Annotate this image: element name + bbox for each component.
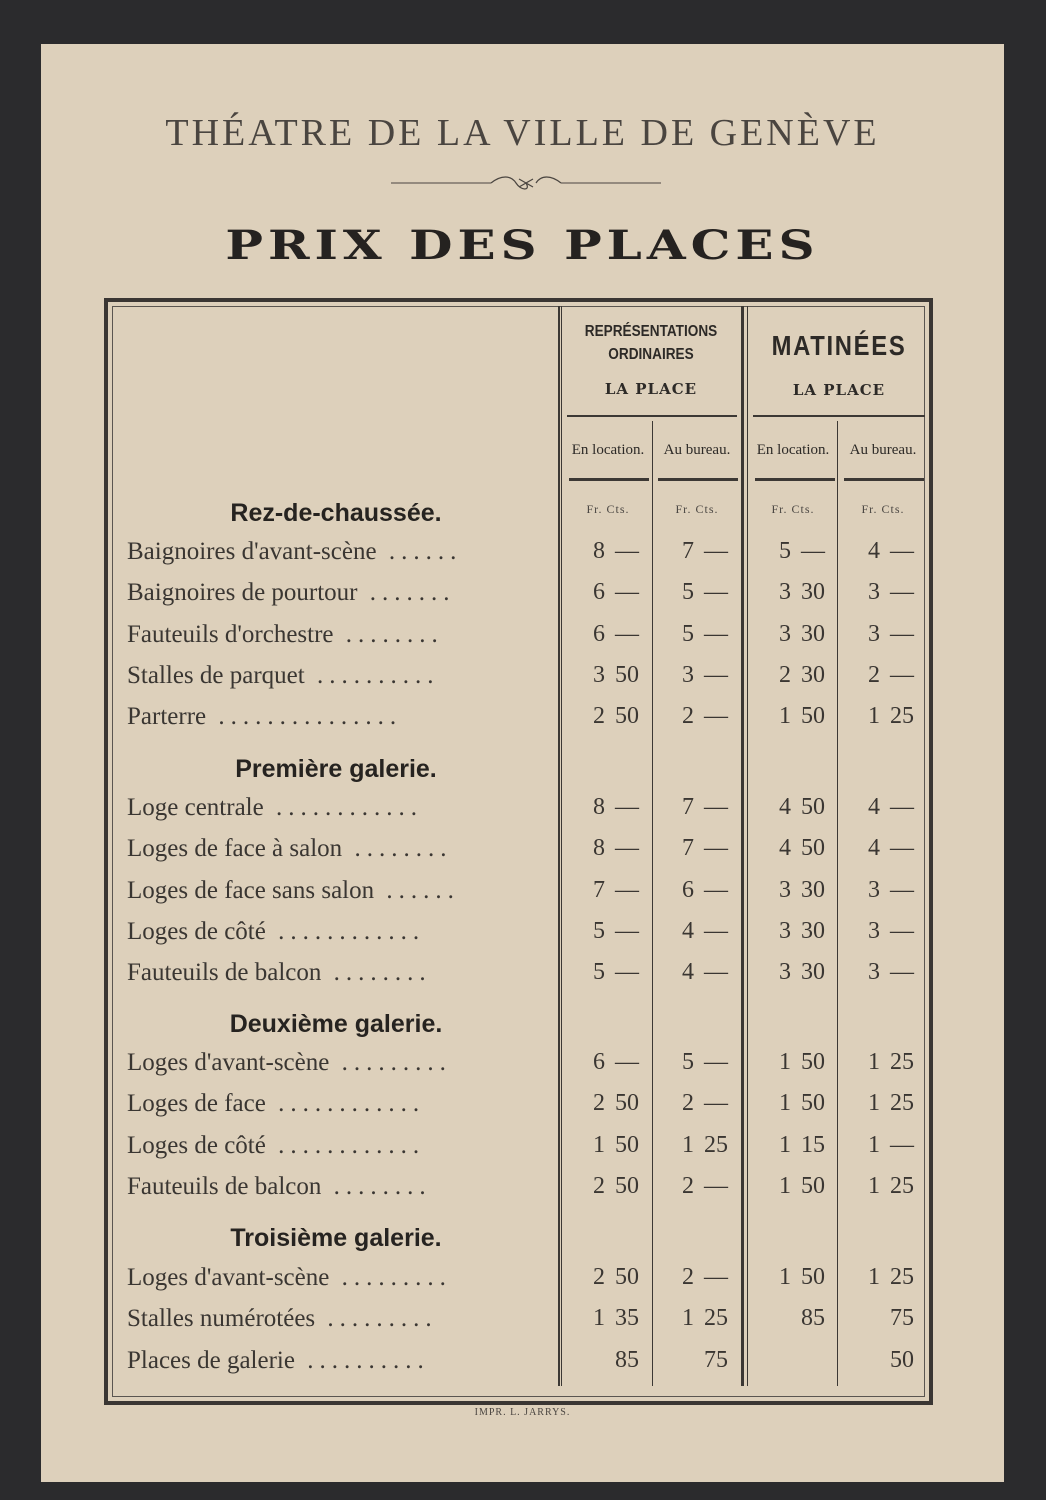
price-francs: 3 (868, 876, 880, 903)
price-francs: 3 (868, 959, 880, 986)
seat-label (127, 662, 547, 690)
price-francs: 2 (593, 1264, 605, 1290)
leader-dots: ...... (374, 876, 460, 904)
leader-dots: ........ (321, 1172, 432, 1200)
price-cell (850, 959, 920, 993)
price-cell (850, 579, 920, 613)
price-centimes: 30 (801, 917, 825, 944)
price-centimes: — (704, 579, 728, 606)
price-centimes: — (801, 538, 825, 564)
leader-dots: ............ (265, 1131, 426, 1159)
price-francs: 3 (779, 917, 791, 944)
price-cell (761, 1090, 831, 1124)
price-centimes: — (704, 959, 728, 986)
price-francs: 1 (779, 1049, 791, 1075)
price-centimes: — (615, 1049, 639, 1075)
price-cell (575, 1264, 645, 1298)
ornament-divider (391, 171, 661, 195)
price-centimes: 25 (890, 1172, 914, 1199)
leader-dots: ........ (342, 835, 453, 863)
seat-name: Fauteuils de balcon (127, 1172, 322, 1200)
price-cell (850, 794, 920, 828)
price-row (127, 959, 547, 993)
seat-label (127, 1305, 547, 1333)
price-centimes: 30 (801, 959, 825, 986)
price-francs: 3 (779, 620, 791, 647)
price-cell (850, 1090, 920, 1124)
price-centimes: 50 (890, 1346, 914, 1373)
header-au-bureau-1: Au bureau. (663, 442, 731, 458)
price-francs: 1 (868, 1172, 880, 1199)
section-heading: Deuxième galerie. (229, 1010, 443, 1038)
price-centimes: — (704, 703, 728, 730)
price-centimes: 25 (890, 1049, 914, 1075)
price-francs: 8 (593, 835, 605, 862)
price-centimes: 25 (890, 703, 914, 730)
seat-label (127, 1347, 547, 1375)
price-cell (664, 1305, 734, 1339)
page-heading: PRIX DES PLACES (225, 222, 820, 269)
price-cell (664, 1173, 734, 1207)
price-centimes: 75 (704, 1346, 728, 1373)
price-centimes: 15 (801, 1131, 825, 1158)
price-centimes: 50 (801, 1264, 825, 1290)
leader-dots: ......... (329, 1049, 452, 1076)
price-centimes: — (615, 876, 639, 903)
price-centimes: 25 (704, 1305, 728, 1332)
price-centimes: 50 (615, 1172, 639, 1199)
price-cell (575, 579, 645, 613)
price-cell (761, 1305, 831, 1339)
price-francs: 3 (779, 579, 791, 606)
theatre-title: THÉATRE DE LA VILLE DE GENÈVE (165, 112, 880, 154)
price-row (127, 835, 547, 869)
price-cell (575, 1173, 645, 1207)
price-francs: 1 (593, 1131, 605, 1158)
price-cell (575, 1132, 645, 1166)
price-cell (761, 1264, 831, 1298)
price-francs: 3 (868, 620, 880, 647)
price-francs: 5 (593, 917, 605, 944)
price-centimes: 75 (890, 1305, 914, 1332)
leader-dots: ............ (263, 794, 423, 821)
price-francs: 2 (682, 1172, 694, 1199)
price-cell (575, 703, 645, 737)
price-cell (664, 794, 734, 828)
price-cell (664, 877, 734, 911)
price-centimes: — (704, 538, 728, 564)
price-cell (850, 835, 920, 869)
price-centimes: 30 (801, 876, 825, 903)
price-centimes: — (890, 917, 914, 944)
leader-dots: ......... (315, 1305, 438, 1333)
price-francs: 3 (868, 579, 880, 606)
price-francs: 2 (593, 1090, 605, 1117)
price-cell (664, 918, 734, 952)
price-row (127, 794, 547, 828)
price-francs: 6 (593, 620, 605, 647)
price-cell (664, 959, 734, 993)
price-cell (850, 662, 920, 696)
seat-label (127, 918, 547, 946)
header-en-location-1: En location. (571, 442, 645, 458)
price-centimes: — (615, 835, 639, 862)
price-cell (761, 1173, 831, 1207)
leader-dots: ............ (265, 917, 426, 945)
price-row (127, 1305, 547, 1339)
seat-label (127, 1090, 547, 1118)
price-centimes: — (615, 959, 639, 986)
seat-label (127, 579, 547, 607)
price-centimes: 50 (801, 1049, 825, 1075)
price-francs: 4 (682, 917, 694, 944)
price-francs: 8 (593, 794, 605, 820)
price-francs: 7 (682, 538, 694, 564)
price-francs: 4 (682, 959, 694, 986)
price-cell (575, 1347, 645, 1381)
price-centimes: — (704, 1172, 728, 1199)
price-centimes: 50 (615, 1090, 639, 1117)
price-cell (850, 703, 920, 737)
price-francs: 7 (593, 876, 605, 903)
seat-label (127, 703, 547, 731)
price-francs: 2 (868, 661, 880, 688)
section-heading: Rez-de-chaussée. (230, 499, 442, 527)
price-row (127, 918, 547, 952)
price-centimes: — (704, 620, 728, 647)
price-francs: 2 (682, 1090, 694, 1117)
price-centimes: — (704, 1264, 728, 1290)
price-cell (575, 1090, 645, 1124)
price-cell (761, 703, 831, 737)
price-francs: 5 (682, 1049, 694, 1075)
leader-dots: .......... (294, 1346, 430, 1374)
seat-name: Loges de côté (127, 1131, 266, 1159)
price-cell (850, 1049, 920, 1083)
price-francs: 2 (682, 703, 694, 730)
units-3: Fr. Cts. (771, 502, 815, 516)
price-cell (761, 918, 831, 952)
price-francs: 7 (682, 835, 694, 862)
price-cell (761, 579, 831, 613)
price-cell (664, 579, 734, 613)
price-centimes: 50 (801, 835, 825, 862)
seat-name: Loges d'avant-scène (127, 1049, 330, 1076)
price-row (127, 621, 547, 655)
price-francs: 1 (593, 1305, 605, 1332)
price-centimes: — (615, 794, 639, 820)
price-row (127, 1132, 547, 1166)
price-cell (761, 621, 831, 655)
price-centimes: 30 (801, 579, 825, 606)
price-francs: 8 (593, 538, 605, 564)
seat-name: Stalles de parquet (127, 661, 305, 689)
price-cell (761, 1347, 831, 1381)
price-cell (850, 918, 920, 952)
price-centimes: 50 (801, 703, 825, 730)
price-centimes: 85 (615, 1346, 639, 1373)
units-4: Fr. Cts. (861, 502, 905, 516)
price-francs: 6 (593, 1049, 605, 1075)
seat-name: Places de galerie (127, 1346, 295, 1374)
seat-label (127, 1173, 547, 1201)
leader-dots: ....... (357, 579, 456, 607)
leader-dots: ...... (376, 538, 463, 565)
units-1: Fr. Cts. (586, 502, 630, 516)
price-francs: 4 (868, 538, 880, 564)
price-centimes: — (890, 661, 914, 688)
price-cell (664, 1264, 734, 1298)
price-cell (761, 1049, 831, 1083)
price-francs: 5 (593, 959, 605, 986)
price-centimes: — (704, 1090, 728, 1117)
price-francs: 1 (779, 1172, 791, 1199)
price-francs: 4 (779, 835, 791, 862)
price-centimes: — (890, 959, 914, 986)
price-francs: 1 (868, 1049, 880, 1075)
price-cell (850, 1264, 920, 1298)
price-francs: 3 (682, 661, 694, 688)
units-2: Fr. Cts. (675, 502, 719, 516)
seat-label (127, 1264, 547, 1292)
price-centimes: 50 (801, 1090, 825, 1117)
price-francs: 7 (682, 794, 694, 820)
price-cell (575, 1305, 645, 1339)
price-cell (664, 703, 734, 737)
price-cell (664, 1132, 734, 1166)
price-centimes: 30 (801, 620, 825, 647)
seat-label (127, 1132, 547, 1160)
price-cell (850, 538, 920, 572)
price-centimes: 50 (801, 794, 825, 820)
price-row (127, 579, 547, 613)
price-francs: 5 (779, 538, 791, 564)
price-francs: 1 (682, 1305, 694, 1332)
price-list-sheet (41, 44, 1004, 1482)
price-centimes: — (704, 917, 728, 944)
seat-label (127, 794, 547, 822)
price-francs: 3 (868, 917, 880, 944)
price-francs: 1 (779, 1090, 791, 1117)
leader-dots: ......... (329, 1264, 452, 1291)
price-cell (664, 835, 734, 869)
price-cell (761, 835, 831, 869)
price-centimes: 50 (615, 703, 639, 730)
price-cell (761, 877, 831, 911)
seat-name: Loge centrale (127, 794, 264, 821)
price-row (127, 538, 547, 572)
price-cell (575, 621, 645, 655)
price-row (127, 1347, 547, 1381)
price-cell (664, 662, 734, 696)
price-francs: 3 (593, 661, 605, 688)
price-cell (575, 959, 645, 993)
price-cell (761, 794, 831, 828)
price-francs: 1 (868, 703, 880, 730)
leader-dots: ........ (321, 959, 432, 987)
price-francs: 2 (682, 1264, 694, 1290)
price-cell (850, 1132, 920, 1166)
price-centimes: — (704, 1049, 728, 1075)
price-centimes: — (890, 579, 914, 606)
price-cell (664, 1090, 734, 1124)
price-centimes: — (615, 917, 639, 944)
price-francs: 1 (868, 1264, 880, 1290)
price-centimes: — (704, 835, 728, 862)
price-centimes: 25 (704, 1131, 728, 1158)
price-francs: 2 (593, 1172, 605, 1199)
price-cell (850, 621, 920, 655)
price-centimes: — (890, 794, 914, 820)
price-centimes: 50 (615, 1264, 639, 1290)
price-cell (575, 794, 645, 828)
price-cell (664, 621, 734, 655)
leader-dots: ............ (265, 1090, 426, 1118)
header-la-place-ordinaires: LA PLACE (604, 380, 698, 398)
price-centimes: — (890, 538, 914, 564)
price-francs: 1 (779, 1131, 791, 1158)
seat-label (127, 538, 547, 566)
price-centimes: — (615, 620, 639, 647)
price-cell (575, 877, 645, 911)
price-francs: 4 (868, 794, 880, 820)
price-row (127, 703, 547, 737)
seat-name: Fauteuils d'orchestre (127, 620, 334, 648)
seat-name: Baignoires d'avant-scène (127, 538, 377, 565)
seat-name: Loges de côté (127, 917, 266, 945)
price-cell (850, 877, 920, 911)
price-centimes: — (890, 1131, 914, 1158)
price-cell (850, 1173, 920, 1207)
header-matinees: MATINÉES (771, 330, 907, 361)
price-francs: 3 (779, 959, 791, 986)
price-francs: 1 (779, 1264, 791, 1290)
section-heading: Première galerie. (235, 755, 437, 783)
section-heading: Troisième galerie. (230, 1224, 442, 1252)
price-row (127, 662, 547, 696)
price-francs: 5 (682, 620, 694, 647)
seat-label (127, 877, 547, 905)
leader-dots: .......... (304, 661, 440, 689)
price-francs: 1 (682, 1131, 694, 1158)
price-cell (664, 1049, 734, 1083)
price-francs: 1 (868, 1090, 880, 1117)
seat-name: Loges d'avant-scène (127, 1264, 330, 1291)
price-cell (850, 1305, 920, 1339)
price-centimes: 30 (801, 661, 825, 688)
price-centimes: 50 (615, 1131, 639, 1158)
price-cell (761, 538, 831, 572)
leader-dots: ............... (206, 703, 403, 731)
seat-name: Parterre (127, 703, 207, 731)
seat-name: Loges de face sans salon (127, 876, 375, 904)
price-centimes: — (615, 579, 639, 606)
price-francs: 6 (682, 876, 694, 903)
price-cell (575, 662, 645, 696)
price-cell (575, 918, 645, 952)
price-row (127, 1264, 547, 1298)
header-au-bureau-2: Au bureau. (849, 442, 917, 458)
price-row (127, 1173, 547, 1207)
price-centimes: 50 (801, 1172, 825, 1199)
price-francs: 1 (779, 703, 791, 730)
printer-credit: IMPR. L. JARRYS. (474, 1407, 571, 1418)
price-cell (575, 538, 645, 572)
price-centimes: — (615, 538, 639, 564)
price-centimes: 50 (615, 661, 639, 688)
price-centimes: 35 (615, 1305, 639, 1332)
price-centimes: 25 (890, 1090, 914, 1117)
seat-label (127, 835, 547, 863)
header-en-location-2: En location. (756, 442, 830, 458)
price-francs: 2 (779, 661, 791, 688)
price-cell (575, 835, 645, 869)
seat-name: Baignoires de pourtour (127, 579, 358, 607)
seat-name: Fauteuils de balcon (127, 959, 322, 987)
price-cell (761, 959, 831, 993)
price-cell (664, 1347, 734, 1381)
price-centimes: — (704, 794, 728, 820)
seat-name: Loges de face à salon (127, 835, 343, 863)
price-cell (761, 1132, 831, 1166)
price-centimes: 25 (890, 1264, 914, 1290)
price-francs: 3 (779, 876, 791, 903)
price-row (127, 1090, 547, 1124)
seat-label (127, 1049, 547, 1077)
price-centimes: — (890, 620, 914, 647)
price-francs: 4 (779, 794, 791, 820)
seat-name: Loges de face (127, 1090, 266, 1118)
header-ordinaires: ORDINAIRES (608, 346, 694, 363)
price-row (127, 877, 547, 911)
leader-dots: ........ (333, 620, 444, 648)
price-centimes: — (890, 835, 914, 862)
seat-name: Stalles numérotées (127, 1305, 316, 1333)
price-cell (850, 1347, 920, 1381)
price-centimes: 85 (801, 1305, 825, 1332)
price-centimes: — (704, 661, 728, 688)
price-row (127, 1049, 547, 1083)
header-representations: REPRÉSENTATIONS (584, 323, 718, 340)
price-cell (575, 1049, 645, 1083)
price-francs: 2 (593, 703, 605, 730)
price-centimes: — (704, 876, 728, 903)
price-francs: 1 (868, 1131, 880, 1158)
seat-label (127, 621, 547, 649)
price-cell (664, 538, 734, 572)
price-francs: 4 (868, 835, 880, 862)
header-la-place-matinees: LA PLACE (792, 381, 886, 399)
price-cell (761, 662, 831, 696)
seat-label (127, 959, 547, 987)
price-francs: 6 (593, 579, 605, 606)
price-centimes: — (890, 876, 914, 903)
price-francs: 5 (682, 579, 694, 606)
